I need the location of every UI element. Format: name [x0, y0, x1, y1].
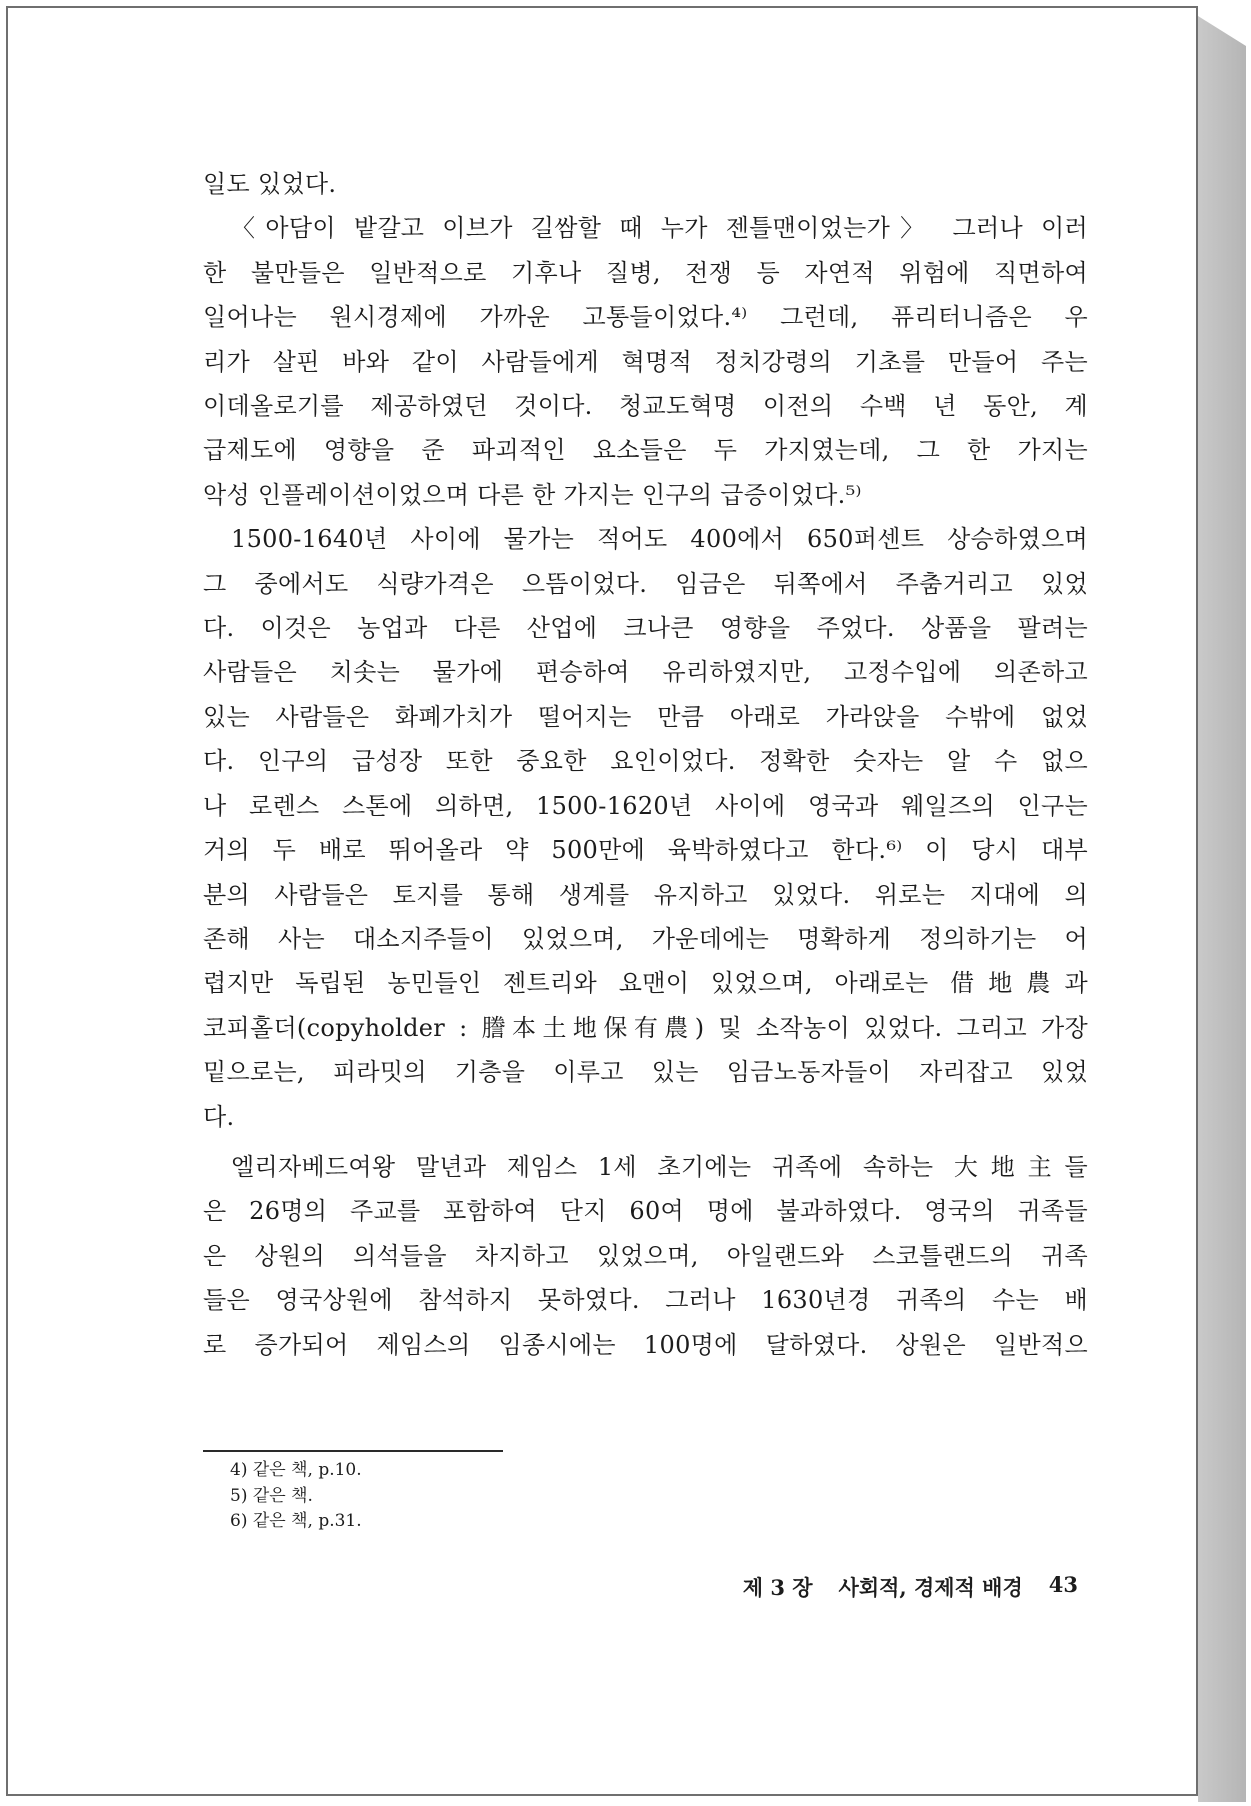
- text-line: 있는 사람들은 화폐가치가 떨어지는 만큼 아래로 가라앉을 수밖에 없었: [203, 702, 1088, 731]
- footnote: 6) 같은 책, p.31.: [230, 1511, 362, 1531]
- text-line: 코피홀더(copyholder : 謄本土地保有農) 및 소작농이 있었다. 그리고 가장: [203, 1013, 1088, 1042]
- text-line: 다. 인구의 급성장 또한 중요한 요인이었다. 정확한 숫자는 알 수 없으: [203, 747, 1088, 776]
- text-line: 로 증가되어 제임스의 임종시에는 100명에 달하였다. 상원은 일반적으: [203, 1330, 1088, 1359]
- text-line: 렵지만 독립된 농민들인 젠트리와 요맨이 있었으며, 아래로는 借地農과: [203, 969, 1088, 998]
- text-line: 〈아담이 밭갈고 이브가 길쌈할 때 누가 젠틀맨이었는가〉 그러나 이러: [231, 214, 1088, 243]
- text-line: 들은 영국상원에 참석하지 못하였다. 그러나 1630년경 귀족의 수는 배: [203, 1286, 1088, 1315]
- text-line: 1500-1640년 사이에 물가는 적어도 400에서 650퍼센트 상승하였으며: [231, 525, 1088, 554]
- page-stack-edge: [1198, 16, 1246, 1802]
- footnote-divider: [203, 1450, 503, 1452]
- text-line: 급제도에 영향을 준 파괴적인 요소들은 두 가지였는데, 그 한 가지는: [203, 436, 1088, 465]
- text-line: 다.: [203, 1102, 235, 1131]
- text-line: 일도 있었다.: [203, 170, 337, 198]
- text-line: 다. 이것은 농업과 다른 산업에 크나큰 영향을 주었다. 상품을 팔려는: [203, 614, 1088, 643]
- text-line: 분의 사람들은 토지를 통해 생계를 유지하고 있었다. 위로는 지대에 의: [203, 880, 1088, 909]
- text-line: 리가 살핀 바와 같이 사람들에게 혁명적 정치강령의 기초를 만들어 주는: [203, 347, 1088, 376]
- text-line: 이데올로기를 제공하였던 것이다. 청교도혁명 이전의 수백 년 동안, 계: [203, 392, 1088, 421]
- text-line: 밑으로는, 피라밋의 기층을 이루고 있는 임금노동자들이 자리잡고 있었: [203, 1058, 1088, 1087]
- text-line: 나 로렌스 스톤에 의하면, 1500-1620년 사이에 영국과 웨일즈의 인구는: [203, 791, 1088, 820]
- text-line: 한 불만들은 일반적으로 기후나 질병, 전쟁 등 자연적 위험에 직면하여: [203, 258, 1088, 287]
- page-footer: [700, 1572, 1078, 1602]
- chapter-label: 제 3 장: [742, 1575, 813, 1600]
- text-line: 악성 인플레이션이었으며 다른 한 가지는 인구의 급증이었다.⁵⁾: [203, 480, 862, 509]
- text-line: 존해 사는 대소지주들이 있었으며, 가운데에는 명확하게 정의하기는 어: [203, 924, 1088, 953]
- footnote: 4) 같은 책, p.10.: [230, 1460, 362, 1480]
- text-line: 은 상원의 의석들을 차지하고 있었으며, 아일랜드와 스코틀랜드의 귀족: [203, 1241, 1088, 1270]
- footnote: 5) 같은 책.: [230, 1485, 313, 1506]
- footnotes: [230, 1458, 362, 1535]
- text-line: 엘리자베드여왕 말년과 제임스 1세 초기에는 귀족에 속하는 大地主들: [231, 1152, 1088, 1181]
- chapter-title: 사회적, 경제적 배경: [838, 1575, 1023, 1600]
- text-line: 그 중에서도 식량가격은 으뜸이었다. 임금은 뒤쪽에서 주춤거리고 있었: [203, 569, 1088, 598]
- page-number: 43: [1048, 1572, 1078, 1597]
- text-line: 사람들은 치솟는 물가에 편승하여 유리하였지만, 고정수입에 의존하고: [203, 658, 1088, 687]
- text-line: 은 26명의 주교를 포함하여 단지 60여 명에 불과하였다. 영국의 귀족들: [203, 1197, 1088, 1226]
- body-text: [203, 162, 1088, 1367]
- text-line: 거의 두 배로 뛰어올라 약 500만에 육박하였다고 한다.⁶⁾ 이 당시 대부: [203, 836, 1088, 865]
- text-line: 일어나는 원시경제에 가까운 고통들이었다.⁴⁾ 그런데, 퓨리터니즘은 우: [203, 303, 1088, 332]
